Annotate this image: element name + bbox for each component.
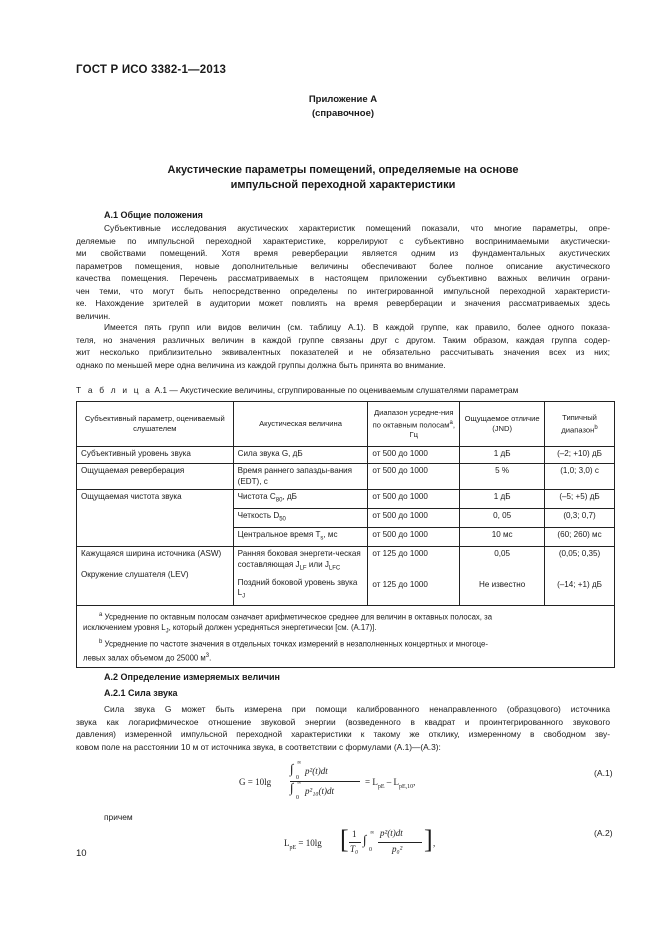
main-title-line2: импульсной переходной характеристики (230, 179, 456, 191)
main-title (76, 163, 610, 193)
section-a1-heading: А.1 Общие положения (104, 210, 203, 220)
header-range (368, 402, 460, 447)
cell-quantity (233, 528, 368, 547)
header-range-text: Диапазон усредне-ния по октавным полосам (372, 407, 454, 430)
quantity-text: Поздний боковой уровень звука L (237, 577, 358, 598)
formula-a1-sub1: pE (377, 783, 385, 790)
cell-jnd: 10 мс (460, 528, 545, 547)
cell-typical (545, 547, 615, 605)
quantity-sub: s (320, 535, 324, 542)
paragraph-line: жит несколько приблизительно эквивалентных показателей и не обязательно рассчитывать значения всех из них; (76, 347, 610, 358)
lev-quantity (238, 578, 364, 603)
wherein-label: причем (104, 812, 133, 822)
header-typical-text: Типичный диапазон (561, 412, 597, 435)
cell-jnd: 5 % (460, 464, 545, 490)
formula-a1-number: (А.1) (594, 768, 613, 778)
header-typical (545, 402, 615, 447)
main-title-line1: Акустические параметры помещений, определяемые на основе (167, 164, 519, 176)
formula-a2-lhs (284, 838, 322, 851)
cell-quantity: Время раннего запазды-вания (EDT), с (233, 464, 368, 490)
footnote-a-cont (83, 623, 609, 637)
quantity-sub: 80 (275, 497, 283, 504)
paragraph-line: Сила звука G может быть измерена при помощи калиброванного ненаправленного (образцового) источника (104, 704, 610, 714)
section-a21-paragraph (76, 703, 610, 753)
document-header: ГОСТ Р ИСО 3382-1—2013 (76, 64, 227, 76)
formula-a1-mid: – L (384, 777, 399, 787)
formula-a1-upper2: ∞ (297, 780, 302, 786)
paragraph-line: величин. (76, 310, 111, 321)
paragraph-line: чен теми, что могут быть непосредственно определены по интегрированной импульсной переходной характеристи- (76, 285, 610, 296)
cell-typical: (–5; +5) дБ (545, 490, 615, 509)
cell-subjective-empty (77, 509, 234, 528)
formula-a2-L: L (284, 838, 290, 848)
quantity-text: Четкость D (237, 511, 280, 521)
quantity-text: Чистота C (237, 492, 276, 501)
paragraph-line: ке. Нахождение зрителей в аудитории может повлиять на время реверберации и значения рассматриваемых здесь (76, 298, 610, 309)
formula-a2-frac1-den: T₀ (350, 844, 359, 854)
cell-subjective: Ощущаемая чистота звука (77, 490, 234, 509)
paragraph-line: деляемые по импульсной переходной характеристике, коррелируют с субъективно воспринимаемыми акустически- (76, 235, 610, 246)
table-row (77, 547, 615, 605)
formula-a1-sub2: pE,10 (399, 783, 414, 790)
formula-a1-numerator: p²(t)dt (305, 766, 328, 776)
table-row (77, 509, 615, 528)
quantity-sub2: LFC (328, 565, 341, 572)
formula-a2 (284, 826, 484, 862)
footnote-a-mark: а (99, 611, 103, 618)
quantity-tail: , дБ (282, 492, 297, 501)
footnote-b-line2: левых залах объемом до 25000 м (83, 653, 206, 663)
footnote-b-mark: b (99, 639, 103, 646)
header-typical-sup: b (594, 424, 598, 431)
cell-jnd (460, 547, 545, 605)
acoustic-quantities-table (76, 401, 615, 668)
formula-a2-num: p²(t)dt (380, 828, 403, 838)
cell-subjective: Субъективный уровень звука (77, 447, 234, 464)
formula-a2-den: p₀² (392, 844, 403, 854)
footnote-b-line1: Усреднение по частоте значения в отдельных точках измерений в незаполненных концертных и многоце- (102, 639, 488, 649)
cell-jnd: 0, 05 (460, 509, 545, 528)
quantity-tail: или J (306, 559, 329, 569)
quantity-tail: , мс (323, 530, 338, 540)
cell-typical: (–2; +10) дБ (545, 447, 615, 464)
header-quantity: Акустическая величина (233, 402, 368, 447)
cell-quantity (233, 509, 368, 528)
paragraph-line: теля, но значения различных величин в каждой группе связаны друг с другом. Таким образом, каждая группа содер- (76, 334, 610, 345)
table-caption-text: А.1 — Акустические величины, сгруппированные по оцениваемым слушателями параметрам (152, 385, 519, 395)
asw-quantity (238, 549, 364, 574)
table-footnote-row (77, 605, 615, 668)
integral-sign-icon: ∫ (363, 832, 367, 847)
header-subjective: Субъективный параметр, оцениваемый слушателем (77, 402, 234, 447)
table-row (77, 490, 615, 509)
cell-range: от 500 до 1000 (368, 464, 460, 490)
integral-sign-icon: ∫ (290, 761, 294, 776)
footnote-a-line2a: исключением уровня L (83, 622, 166, 632)
table-row (77, 528, 615, 547)
formula-a2-upper: ∞ (370, 830, 375, 836)
formula-a1-lower: 0 (296, 775, 299, 781)
annex-title (76, 93, 610, 121)
header-range-unit: , Гц (409, 420, 455, 440)
section-a1-paragraph-1 (76, 222, 610, 322)
lev-label: Окружение слушателя (LEV) (81, 569, 189, 579)
quantity-sub: 50 (279, 516, 286, 523)
asw-jnd: 0,05 (494, 549, 510, 559)
cell-range: от 500 до 1000 (368, 490, 460, 509)
formula-a2-end: , (433, 838, 436, 848)
asw-range: от 125 до 1000 (372, 549, 428, 559)
footnote-a-line1: Усреднение по октавным полосам означает арифметическое среднее для величин в октавных полосах, за (102, 612, 493, 622)
paragraph-line: ковом поле на расстоянии 10 м от источника звука, в соответствии с формулами (А.1)—(А.3): (76, 741, 441, 752)
formula-a1-denominator: p²₁₀(t)dt (305, 786, 334, 796)
section-a2-heading: А.2 Определение измеряемых величин (104, 672, 280, 682)
cell-jnd: 1 дБ (460, 447, 545, 464)
cell-quantity (233, 490, 368, 509)
lev-jnd: Не известно (478, 579, 526, 589)
cell-typical: (60; 260) мс (545, 528, 615, 547)
cell-subjective (77, 547, 234, 605)
cell-range: от 500 до 1000 (368, 509, 460, 528)
formula-a1-lower2: 0 (296, 795, 299, 801)
formula-a1-eq: = L (365, 777, 378, 787)
table-row (77, 464, 615, 490)
paragraph-line: давления) измеренной импульсной переходной характеристики к такому же отклику, измеренному в свободном зву- (76, 729, 610, 740)
asw-label: Кажущаяся ширина источника (ASW) (81, 549, 222, 559)
footnote-a-line2b: , который должен усредняться энергетически [см. (А.17)]. (168, 622, 377, 632)
annex-label: Приложение А (308, 94, 378, 105)
cell-jnd: 1 дБ (460, 490, 545, 509)
formula-a2-sub: pE (289, 844, 297, 851)
formula-a2-lower: 0 (369, 847, 372, 853)
paragraph-line: качества помещения. Перечень рассматриваемых в настоящем приложении субъективно важных величин ограни- (76, 273, 610, 284)
table-caption (76, 385, 518, 395)
formula-a2-number: (А.2) (594, 828, 613, 838)
lev-typical: (–14; +1) дБ (557, 579, 602, 589)
table-footnotes (77, 605, 615, 668)
footnote-b-cont (83, 651, 609, 664)
header-range-sup: а (449, 419, 453, 426)
formula-a2-frac1-bar (349, 842, 361, 843)
header-jnd: Ощущаемое отличие (JND) (460, 402, 545, 447)
formula-a1-left: G = 10lg (239, 777, 272, 787)
lev-range: от 125 до 1000 (372, 579, 428, 589)
paragraph-line: ми свойствами помещений. Хотя время реверберации является одним из фундаментальных акустических (76, 248, 610, 259)
formula-a1-right (365, 777, 415, 790)
section-a21-heading: А.2.1 Сила звука (104, 688, 178, 698)
quantity-sub: LF (299, 565, 307, 572)
footnote-b-sup: 3 (205, 652, 210, 659)
table-header-row (77, 402, 615, 447)
paragraph-line: звука как логарифмическое отношение звуковой энергии (возведенного в квадрат и проинтегрированного звукового (76, 716, 610, 727)
cell-subjective-empty (77, 528, 234, 547)
formula-a1 (239, 760, 499, 806)
quantity-text: Ранняя боковая энергети-ческая составляющая J (237, 549, 361, 569)
cell-range (368, 547, 460, 605)
footnote-a (83, 610, 609, 623)
paragraph-line: Имеется пять групп или видов величин (см. таблицу А.1). В каждой группе, как правило, более одного показа- (104, 322, 610, 332)
footnote-b-end: . (209, 653, 212, 663)
formula-a1-upper: ∞ (297, 760, 302, 766)
cell-range: от 500 до 1000 (368, 447, 460, 464)
formula-a1-end: , (413, 777, 416, 787)
bracket-left-icon: [ (340, 825, 349, 854)
table-row (77, 447, 615, 464)
paragraph-line: параметров помещения, новые дополнительные величины обеспечивают более полное описание акустического (76, 260, 610, 271)
bracket-right-icon: ] (424, 825, 433, 854)
formula-a2-eq: = 10lg (296, 838, 322, 848)
table-caption-prefix: Т а б л и ц а (76, 385, 153, 395)
section-a1-paragraph-2 (76, 321, 610, 371)
cell-typical: (0,3; 0,7) (545, 509, 615, 528)
footnote-a-sub: J (165, 628, 169, 635)
cell-quantity (233, 547, 368, 605)
cell-typical: (1,0; 3,0) с (545, 464, 615, 490)
annex-subtitle: (справочное) (311, 108, 375, 119)
cell-quantity: Сила звука G, дБ (233, 447, 368, 464)
integral-sign-icon: ∫ (290, 780, 294, 795)
cell-range: от 500 до 1000 (368, 528, 460, 547)
footnote-b (83, 637, 609, 650)
paragraph-line: однако по меньшей мере одна величина из каждой группы должна быть принята во внимание. (76, 359, 446, 370)
cell-subjective: Ощущаемая реверберация (77, 464, 234, 490)
formula-a2-frac1-num: 1 (352, 829, 357, 839)
quantity-text: Центральное время T (237, 530, 321, 540)
quantity-sub: J (242, 594, 246, 601)
asw-typical: (0,05; 0,35) (558, 549, 601, 559)
page-number: 10 (76, 848, 87, 859)
formula-a2-frac2-bar (378, 842, 422, 843)
paragraph-line: Субъективные исследования акустических характеристик помещений показали, что многие параметры, опре- (104, 223, 610, 233)
